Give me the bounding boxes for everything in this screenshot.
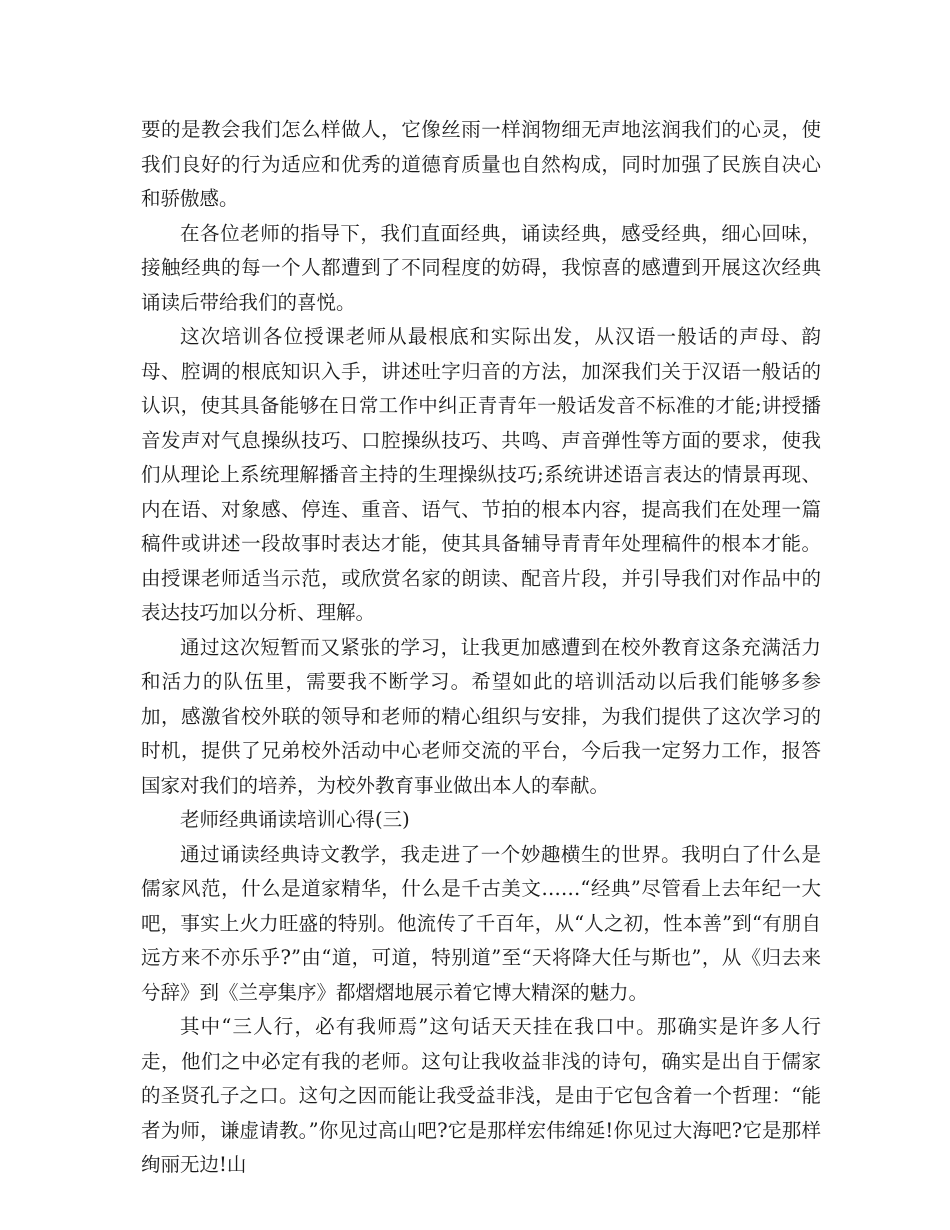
paragraph: 这次培训各位授课老师从最根底和实际出发，从汉语一般话的声母、韵母、腔调的根底知识入手，讲述吐字归音的方法，加深我们关于汉语一般话的认识，使其具备能够在日常工作中纠正青青年一般话发音不标准的才能;讲授播音发声对气息操纵技巧、口腔操纵技巧、共鸣、声音弹性等方面的要求，使我们从理论上系统理解播音主持的生理操纵技巧;系统讲述语言表达的情景再现、内在语、对象感、停连、重音、语气、节拍的根本内容，提高我们在处理一篇稿件或讲述一段故事时表达才能，使其具备辅导青青年处理稿件的根本才能。由授课老师适当示范，或欣赏名家的朗读、配音片段，并引导我们对作品中的表达技巧加以分析、理解。 <box>141 325 821 624</box>
section-heading: 老师经典诵读培训心得(三) <box>180 808 410 831</box>
paragraph: 要的是教会我们怎么样做人，它像丝雨一样润物细无声地泫润我们的心灵，使我们良好的行为适应和优秀的道德育质量也自然构成，同时加强了民族自决心和骄傲感。 <box>141 118 821 210</box>
paragraph: 通过诵读经典诗文教学，我走进了一个妙趣横生的世界。我明白了什么是儒家风范，什么是道家精华，什么是千古美文……“经典”尽管看上去年纪一大吧，事实上火力旺盛的特别。他流传了千百年，从“人之初，性本善”到“有朋自远方来不亦乐乎?”由“道，可道，特别道”至“天将降大任与斯也”，从《归去来兮辞》到《兰亭集序》都熠熠地展示着它博大精深的魅力。 <box>141 842 821 1004</box>
paragraph: 其中“三人行，必有我师焉”这句话天天挂在我口中。那确实是许多人行走，他们之中必定有我的老师。这句让我收益非浅的诗句，确实是出自于儒家的圣贤孔子之口。这句之因而能让我受益非浅，是由于它包含着一个哲理：“能者为师，谦虚请教。”你见过高山吧?它是那样宏伟绵延!你见过大海吧?它是那样绚丽无边!山 <box>141 1015 821 1176</box>
paragraph: 在各位老师的指导下，我们直面经典，诵读经典，感受经典，细心回味，接触经典的每一个人都遭到了不同程度的妨碍，我惊喜的感遭到开展这次经典诵读后带给我们的喜悦。 <box>141 221 821 314</box>
document-body <box>141 113 821 1183</box>
paragraph: 通过这次短暂而又紧张的学习，让我更加感遭到在校外教育这条充满活力和活力的队伍里，需要我不断学习。希望如此的培训活动以后我们能够多参加，感激省校外联的领导和老师的精心组织与安排，为我们提供了这次学习的时机，提供了兄弟校外活动中心老师交流的平台，今后我一定努力工作，报答国家对我们的培养，为校外教育事业做出本人的奉献。 <box>141 635 821 797</box>
